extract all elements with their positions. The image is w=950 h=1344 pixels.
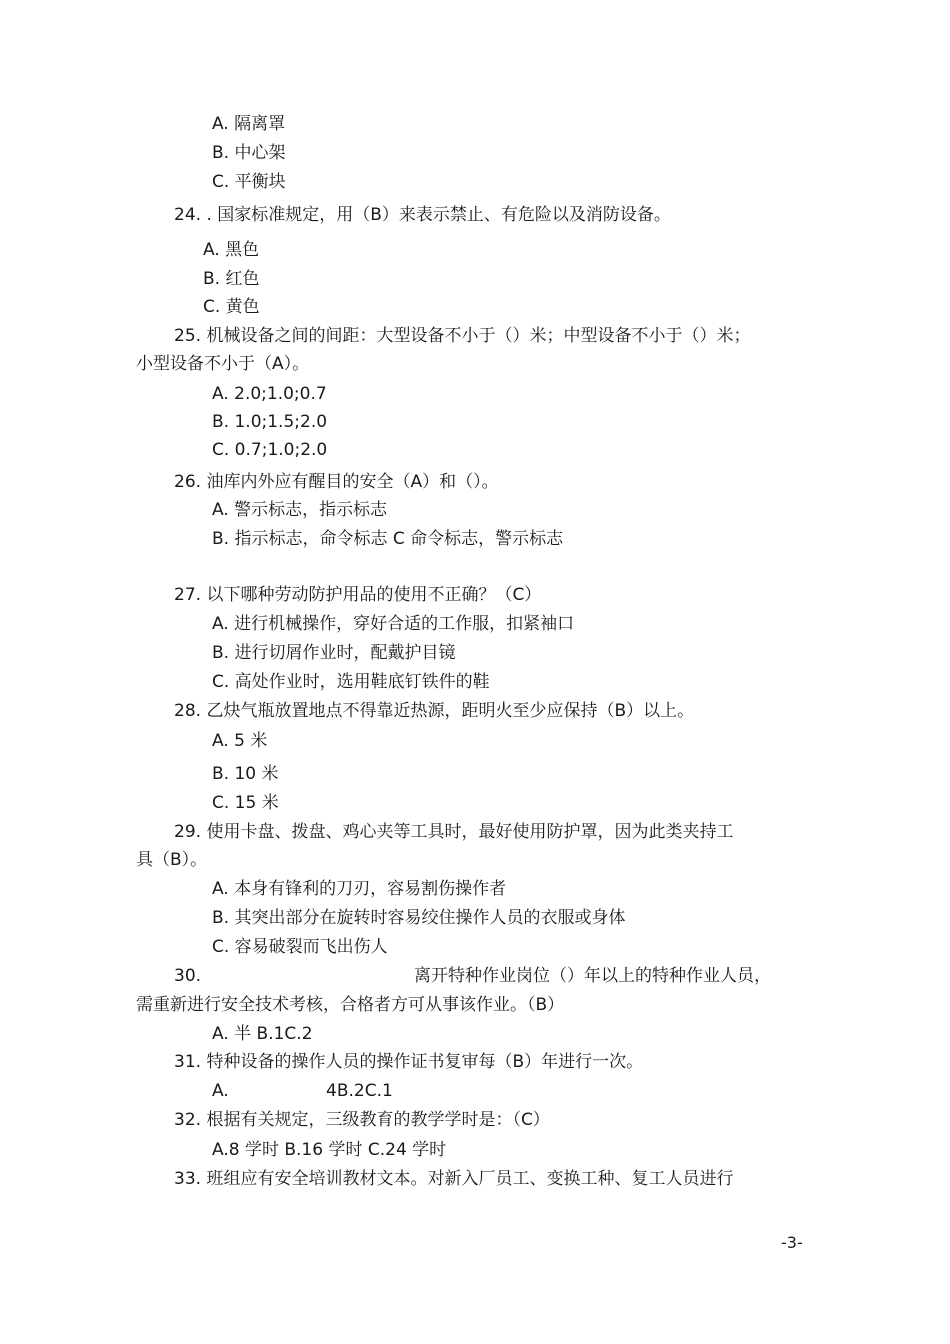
option-27c: C. 高处作业时，选用鞋底钉铁件的鞋 (212, 672, 490, 692)
option-24a: A. 黑色 (203, 240, 260, 260)
question-33: 33. 班组应有安全培训教材文本。对新入厂员工、变换工种、复工人员进行 (174, 1169, 734, 1189)
option-29a: A. 本身有锋利的刀刃，容易割伤操作者 (212, 879, 507, 899)
question-25: 25. 机械设备之间的间距：大型设备不小于（）米；中型设备不小于（）米； (174, 326, 751, 346)
option-26a: A. 警示标志，指示标志 (212, 500, 388, 520)
option-29c: C. 容易破裂而飞出伤人 (212, 937, 388, 957)
question-27: 27. 以下哪种劳动防护用品的使用不正确？（C） (174, 585, 542, 605)
option-32: A.8 学时 B.16 学时 C.24 学时 (212, 1140, 447, 1160)
option-23a: A. 隔离罩 (212, 114, 286, 134)
question-31: 31. 特种设备的操作人员的操作证书复审每（B）年进行一次。 (174, 1052, 644, 1072)
question-32: 32. 根据有关规定，三级教育的教学学时是：（C） (174, 1110, 550, 1130)
option-28b: B. 10 米 (212, 764, 279, 784)
question-30-number: 30. (174, 966, 202, 986)
question-30: 离开特种作业岗位（）年以上的特种作业人员， (414, 966, 771, 986)
option-30: A. 半 B.1C.2 (212, 1024, 313, 1044)
option-27a: A. 进行机械操作，穿好合适的工作服，扣紧袖口 (212, 614, 575, 634)
question-24: 24. . 国家标准规定，用（B）来表示禁止、有危险以及消防设备。 (174, 205, 671, 225)
question-30-cont: 需重新进行安全技术考核，合格者方可从事该作业。（B） (136, 995, 565, 1015)
question-26: 26. 油库内外应有醒目的安全（A）和（）。 (174, 472, 499, 492)
option-31-values: 4B.2C.1 (326, 1081, 393, 1101)
option-25b: B. 1.0;1.5;2.0 (212, 412, 328, 432)
option-27b: B. 进行切屑作业时，配戴护目镜 (212, 643, 456, 663)
question-28: 28. 乙炔气瓶放置地点不得靠近热源，距明火至少应保持（B）以上。 (174, 701, 695, 721)
option-28c: C. 15 米 (212, 793, 279, 813)
question-29-cont: 具（B）。 (136, 850, 208, 870)
option-23b: B. 中心架 (212, 143, 286, 163)
option-26b: B. 指示标志，命令标志 C 命令标志，警示标志 (212, 529, 564, 549)
option-29b: B. 其突出部分在旋转时容易绞住操作人员的衣服或身体 (212, 908, 626, 928)
option-23c: C. 平衡块 (212, 172, 286, 192)
question-25-cont: 小型设备不小于（A）。 (136, 354, 310, 374)
question-29: 29. 使用卡盘、拨盘、鸡心夹等工具时，最好使用防护罩，因为此类夹持工 (174, 822, 734, 842)
option-25c: C. 0.7;1.0;2.0 (212, 440, 328, 460)
option-24b: B. 红色 (203, 269, 260, 289)
option-28a: A. 5 米 (212, 731, 268, 751)
page-number: -3- (781, 1233, 803, 1252)
option-31a-label: A. (212, 1081, 229, 1101)
option-24c: C. 黄色 (203, 297, 260, 317)
option-25a: A. 2.0;1.0;0.7 (212, 384, 327, 404)
